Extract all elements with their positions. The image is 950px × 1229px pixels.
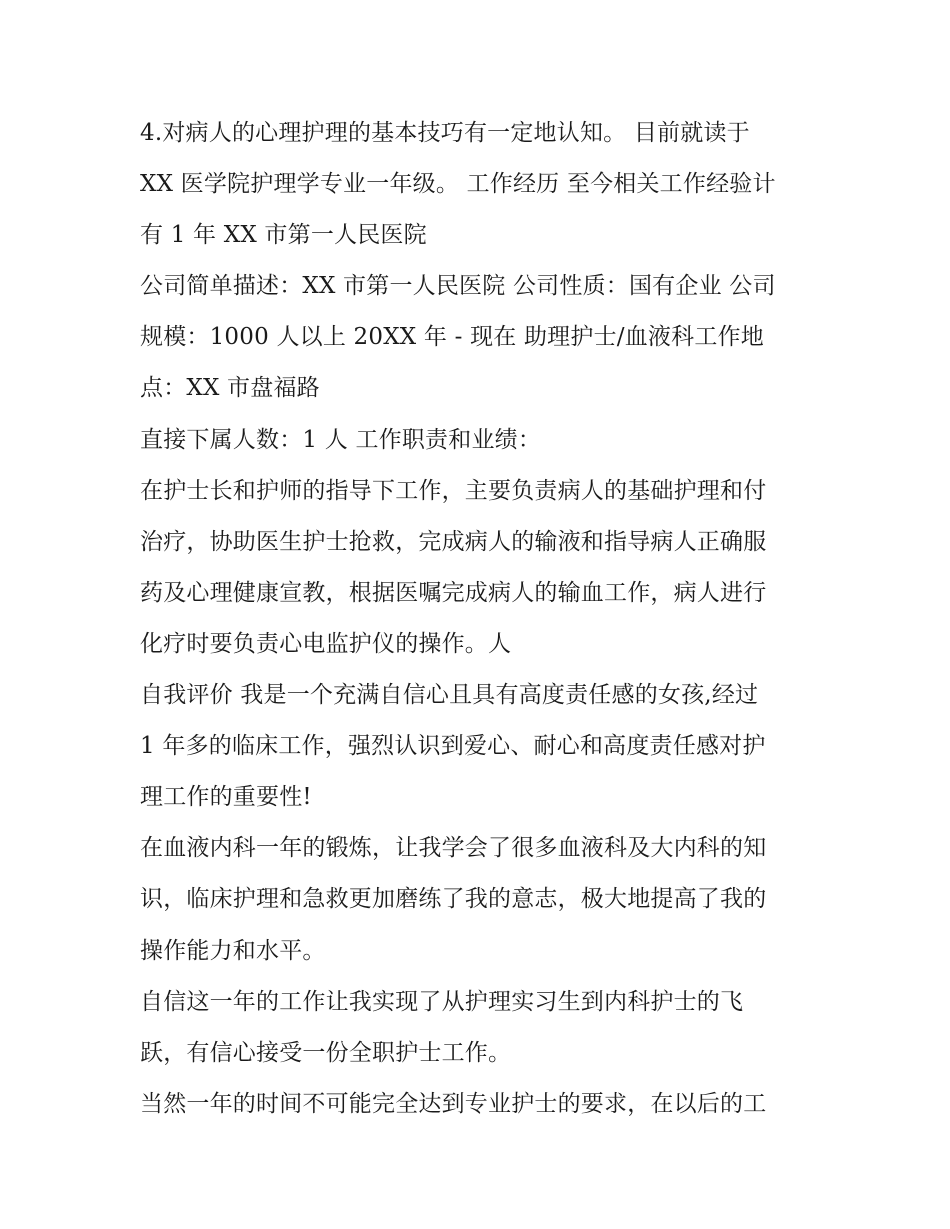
- text-line: 在血液内科一年的锻炼，让我学会了很多血液科及大内科的知: [140, 835, 767, 862]
- text-line: 化疗时要负责心电监护仪的操作。人: [140, 630, 512, 657]
- text-line: XX 医学院护理学专业一年级。 工作经历 至今相关工作经验计: [140, 171, 776, 198]
- text-line: 有 1 年 XX 市第一人民医院: [140, 222, 427, 249]
- text-line: 理工作的重要性!: [140, 784, 312, 811]
- text-line: 药及心理健康宣教，根据医嘱完成病人的输血工作，病人进行: [140, 579, 767, 606]
- text-line: 公司简单描述：XX 市第一人民医院 公司性质：国有企业 公司: [140, 273, 776, 300]
- text-line: 直接下属人数：1 人 工作职责和业绩：: [140, 426, 542, 453]
- text-line: 点：XX 市盘福路: [140, 375, 320, 402]
- text-line: 自我评价 我是一个充满自信心且具有高度责任感的女孩,经过: [140, 682, 759, 709]
- text-line: 4.对病人的心理护理的基本技巧有一定地认知。 目前就读于: [140, 120, 750, 146]
- text-line: 跃，有信心接受一份全职护士工作。: [140, 1039, 512, 1066]
- text-line: 治疗，协助医生护士抢救，完成病人的输液和指导病人正确服: [140, 528, 767, 555]
- text-line: 1 年多的临床工作，强烈认识到爱心、耐心和高度责任感对护: [140, 733, 766, 760]
- document-body: [140, 108, 840, 1130]
- text-line: 在护士长和护师的指导下工作，主要负责病人的基础护理和付: [140, 477, 767, 504]
- text-line: 识，临床护理和急救更加磨练了我的意志，极大地提高了我的: [140, 886, 767, 913]
- text-line: 自信这一年的工作让我实现了从护理实习生到内科护士的飞: [140, 988, 744, 1015]
- text-line: 操作能力和水平。: [140, 937, 326, 964]
- text-line: 当然一年的时间不可能完全达到专业护士的要求，在以后的工: [140, 1090, 767, 1117]
- text-line: 规模：1000 人以上 20XX 年 - 现在 助理护士/血液科工作地: [140, 324, 764, 351]
